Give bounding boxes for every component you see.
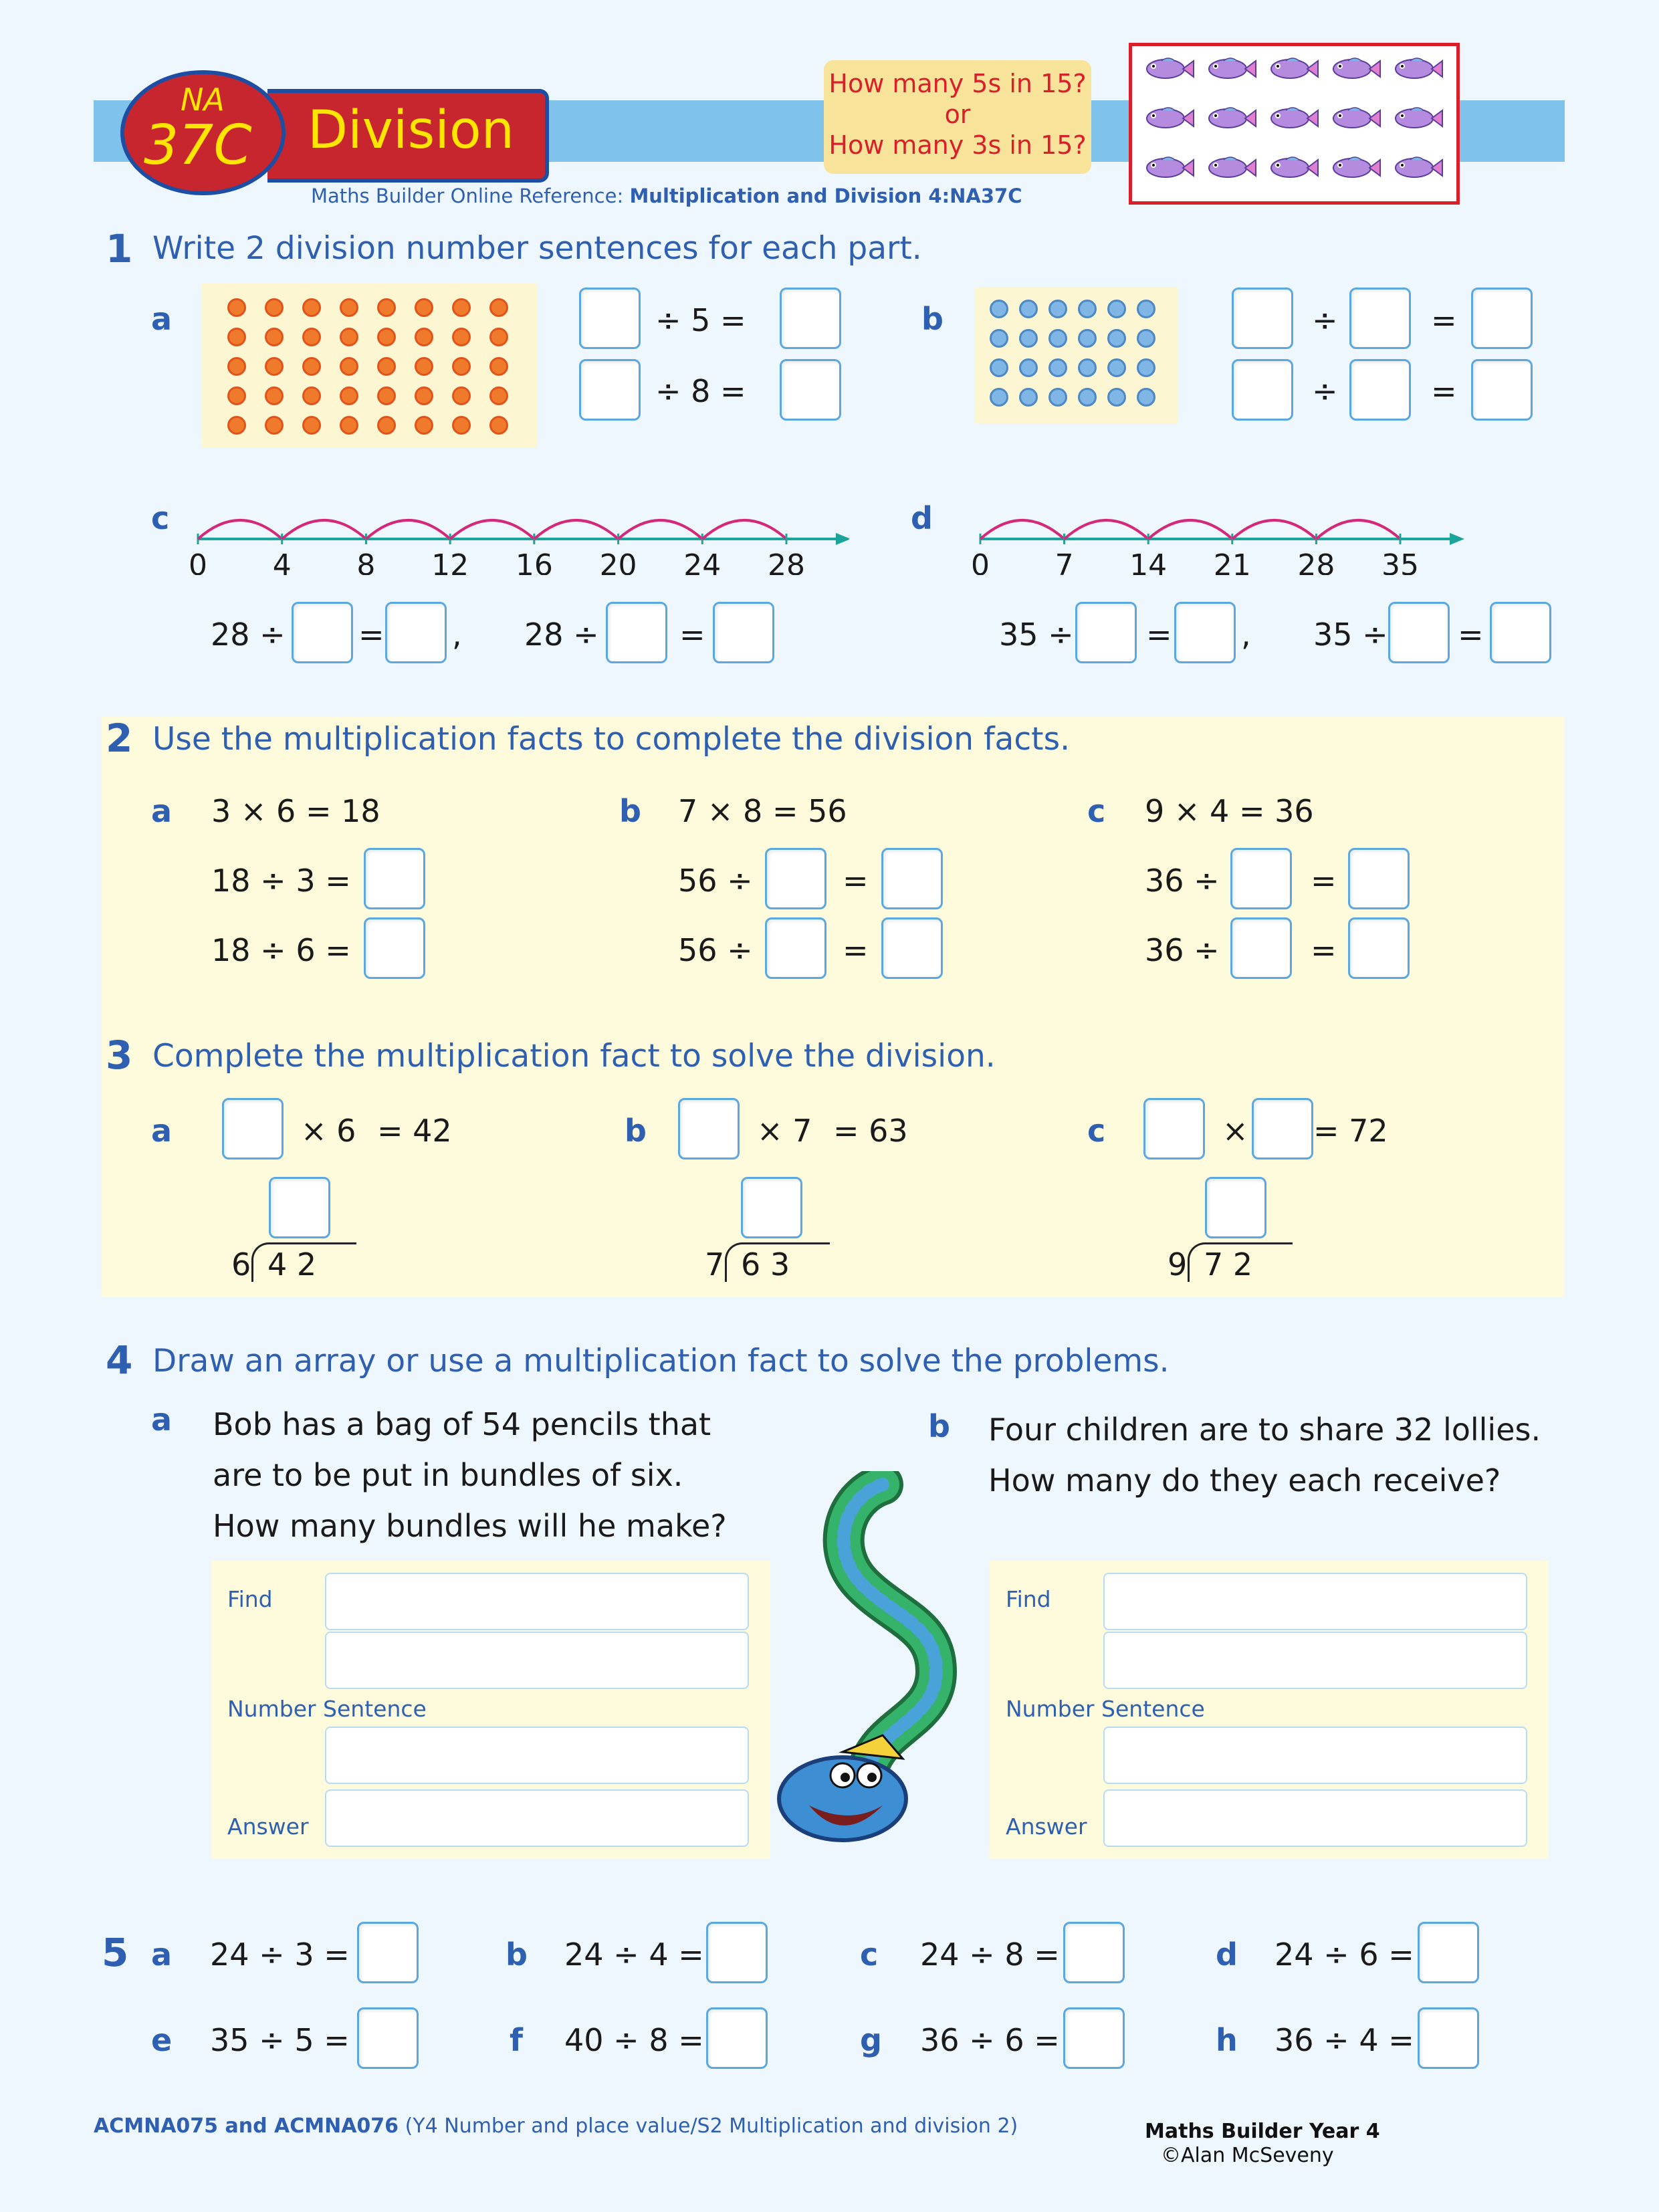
q1-heading: Write 2 division number sentences for each part.: [152, 230, 922, 267]
array-dot: [1137, 300, 1155, 318]
jump-arc: [282, 520, 366, 539]
jump-arc: [1065, 520, 1149, 539]
array-dot: [340, 328, 358, 346]
q1c-box-3[interactable]: [606, 602, 667, 663]
jump-arc: [1148, 520, 1232, 539]
array-dot: [227, 357, 246, 376]
array-dot: [302, 386, 321, 405]
q1d-box-2[interactable]: [1174, 602, 1236, 663]
fish-icon: [1266, 54, 1319, 84]
q3b-divisor: 7: [705, 1246, 725, 1283]
array-dot: [452, 357, 471, 376]
tick-label: 0: [189, 548, 207, 575]
q3b-quotient-box[interactable]: [741, 1177, 802, 1238]
q5c-label: c: [860, 1937, 879, 1973]
array-dot: [1019, 388, 1038, 407]
array-dot: [452, 416, 471, 435]
array-dot: [1048, 300, 1067, 318]
array-dot: [1137, 358, 1155, 377]
tick-label: 20: [599, 548, 637, 575]
q4a-text: [213, 1399, 727, 1551]
array-dot: [265, 328, 284, 346]
array-dot: [1048, 388, 1067, 407]
array-dot: [377, 386, 396, 405]
array-dot: [340, 357, 358, 376]
fish-icon: [1141, 104, 1195, 133]
fish-array: [1129, 43, 1460, 205]
q1d-eq-2: =: [1458, 617, 1484, 653]
array-dot: [1078, 388, 1097, 407]
q5f-expr: 40 ÷ 8 =: [564, 2022, 704, 2058]
q2a-box-1[interactable]: [364, 848, 425, 909]
tick-label: 14: [1129, 548, 1168, 575]
q1a-label: a: [151, 301, 173, 337]
q4b-text: [988, 1404, 1541, 1506]
q1d-eq-1: =: [1146, 617, 1172, 653]
q1b-box-2[interactable]: [1349, 288, 1411, 349]
jump-arc: [1232, 520, 1317, 539]
q5a-label: a: [151, 1937, 173, 1973]
q2c-eq-2: =: [1311, 932, 1337, 968]
array-dot: [227, 386, 246, 405]
fish-icon: [1141, 54, 1195, 84]
q5b-box[interactable]: [706, 1922, 768, 1983]
q4a-sentence-label: Number Sentence: [227, 1696, 427, 1722]
q2b-box-4[interactable]: [881, 917, 943, 979]
q2c-line-1: 36 ÷: [1145, 863, 1220, 899]
q1a-op-1: ÷ 5 =: [655, 302, 746, 338]
question-bubble: [824, 60, 1091, 174]
fish-icon: [1390, 104, 1444, 133]
q1c-eq-2: =: [679, 617, 705, 653]
array-dot: [415, 328, 433, 346]
array-dot: [1107, 329, 1126, 348]
q5h-box[interactable]: [1418, 2007, 1479, 2069]
fish-icon: [1266, 153, 1319, 183]
tick-label: 21: [1213, 548, 1251, 575]
blue-dot-array: [975, 288, 1178, 424]
array-dot: [415, 357, 433, 376]
q1a-box-4[interactable]: [780, 359, 841, 421]
q2a-line-1: 18 ÷ 3 =: [211, 863, 351, 899]
q1c-label: c: [151, 500, 170, 536]
array-dot: [302, 328, 321, 346]
array-dot: [489, 298, 508, 317]
q1c-comma: ,: [452, 617, 462, 653]
q3a-divisor: 6: [231, 1246, 251, 1283]
q5a-expr: 24 ÷ 3 =: [210, 1937, 350, 1973]
number-line-d: [963, 495, 1471, 575]
q3c-dividend: 7 2: [1204, 1246, 1253, 1283]
q4b-find-line-1[interactable]: [1103, 1573, 1527, 1630]
q1b-box-1[interactable]: [1232, 288, 1293, 349]
q4-heading: Draw an array or use a multiplication fact to solve the problems.: [152, 1343, 1170, 1379]
q2-number: 2: [106, 715, 133, 761]
q5c-box[interactable]: [1063, 1922, 1125, 1983]
q3-heading: Complete the multiplication fact to solve the division.: [152, 1038, 996, 1075]
q5b-label: b: [506, 1937, 528, 1973]
q3b-result: = 63: [833, 1113, 908, 1149]
q2a-box-2[interactable]: [364, 917, 425, 979]
array-dot: [1078, 329, 1097, 348]
q3-number: 3: [106, 1032, 133, 1078]
array-dot: [340, 386, 358, 405]
tick-label: 0: [971, 548, 990, 575]
q3b-dividend: 6 3: [741, 1246, 790, 1283]
q1d-box-1[interactable]: [1075, 602, 1137, 663]
q2-heading: Use the multiplication facts to complete the division facts.: [152, 721, 1071, 758]
q5c-expr: 24 ÷ 8 =: [920, 1937, 1060, 1973]
q5e-expr: 35 ÷ 5 =: [210, 2022, 350, 2058]
q2c-label: c: [1087, 793, 1106, 829]
q4a-answer-line[interactable]: [325, 1789, 749, 1847]
q1d-sentence-1-left: 35 ÷: [999, 617, 1074, 653]
q2c-box-1[interactable]: [1230, 848, 1292, 909]
q2b-eq-1: =: [843, 863, 869, 899]
q2b-label: b: [619, 793, 641, 829]
tick-label: 28: [768, 548, 805, 575]
q3c-quotient-box[interactable]: [1205, 1177, 1266, 1238]
array-dot: [452, 386, 471, 405]
q1b-box-6[interactable]: [1471, 359, 1533, 421]
jump-arc: [450, 520, 534, 539]
jump-arc: [534, 520, 619, 539]
tick-label: 35: [1381, 548, 1419, 575]
question-line-3: How many 3s in 15?: [828, 130, 1087, 160]
q3a-op: × 6: [301, 1113, 356, 1149]
q1-number: 1: [106, 226, 133, 271]
arrow-head-icon: [1450, 533, 1464, 545]
q2a-label: a: [151, 793, 173, 829]
array-dot: [265, 357, 284, 376]
q5d-expr: 24 ÷ 6 =: [1275, 1937, 1414, 1973]
jump-arc: [619, 520, 703, 539]
array-dot: [1019, 358, 1038, 377]
q3c-op: ×: [1222, 1113, 1248, 1149]
q2b-box-2[interactable]: [881, 848, 943, 909]
copyright: ©Alan McSeveny: [1161, 2144, 1334, 2167]
q2c-fact: 9 × 4 = 36: [1145, 793, 1314, 829]
array-dot: [489, 416, 508, 435]
fish-icon: [1328, 104, 1381, 133]
array-dot: [1078, 358, 1097, 377]
q5b-expr: 24 ÷ 4 =: [564, 1937, 704, 1973]
q5g-expr: 36 ÷ 6 =: [920, 2022, 1060, 2058]
q4a-line-3: How many bundles will he make?: [213, 1508, 727, 1544]
q2b-eq-2: =: [843, 932, 869, 968]
q1b-div-2: ÷: [1312, 373, 1338, 409]
q1c-box-4[interactable]: [713, 602, 774, 663]
q1b-div-1: ÷: [1312, 302, 1338, 338]
q2c-line-2: 36 ÷: [1145, 932, 1220, 968]
q1c-sentence-1-left: 28 ÷: [211, 617, 286, 653]
fish-icon: [1204, 104, 1257, 133]
q1b-box-4[interactable]: [1232, 359, 1293, 421]
array-dot: [377, 416, 396, 435]
jump-arc: [366, 520, 450, 539]
array-dot: [302, 357, 321, 376]
q2c-box-2[interactable]: [1348, 848, 1410, 909]
jump-arc: [1316, 520, 1400, 539]
array-dot: [340, 298, 358, 317]
q1b-box-5[interactable]: [1349, 359, 1411, 421]
question-line-1: How many 5s in 15?: [828, 69, 1087, 98]
array-dot: [1048, 329, 1067, 348]
tick-label: 12: [431, 548, 469, 575]
q1c-eq-1: =: [358, 617, 384, 653]
q4b-line-1: Four children are to share 32 lollies.: [988, 1412, 1541, 1448]
q1d-box-3[interactable]: [1388, 602, 1450, 663]
book-title: Maths Builder Year 4: [1145, 2120, 1380, 2143]
fish-icon: [1390, 153, 1444, 183]
q4b-find-label: Find: [1006, 1586, 1051, 1612]
snake-mascot-icon: [769, 1471, 983, 1872]
array-dot: [265, 416, 284, 435]
q4b-line-2: How many do they each receive?: [988, 1462, 1501, 1499]
q2c-box-3[interactable]: [1230, 917, 1292, 979]
q1a-box-1[interactable]: [579, 288, 641, 349]
q1d-box-4[interactable]: [1490, 602, 1551, 663]
q3a-dividend: 4 2: [267, 1246, 317, 1283]
q2c-eq-1: =: [1311, 863, 1337, 899]
page-title: Division: [308, 100, 515, 160]
q2a-fact: 3 × 6 = 18: [211, 793, 380, 829]
q2b-box-3[interactable]: [765, 917, 826, 979]
q3a-quotient-box[interactable]: [269, 1177, 330, 1238]
q4a-label: a: [151, 1402, 173, 1438]
tick-label: 16: [515, 548, 553, 575]
tick-label: 4: [272, 548, 292, 575]
q2c-box-4[interactable]: [1348, 917, 1410, 979]
q5a-box[interactable]: [357, 1922, 419, 1983]
q4b-find-line-2[interactable]: [1103, 1632, 1527, 1689]
q3a-result: = 42: [377, 1113, 452, 1149]
q4a-line-2: are to be put in bundles of six.: [213, 1457, 683, 1493]
badge-strand: NA: [181, 82, 225, 118]
array-dot: [1078, 300, 1097, 318]
q1a-box-3[interactable]: [579, 359, 641, 421]
jump-arc: [702, 520, 786, 539]
q2b-line-2: 56 ÷: [678, 932, 753, 968]
q4b-answer-line[interactable]: [1103, 1789, 1527, 1847]
array-dot: [990, 358, 1008, 377]
tick-label: 28: [1297, 548, 1335, 575]
array-dot: [340, 416, 358, 435]
q1d-sentence-2-left: 35 ÷: [1313, 617, 1388, 653]
q4a-line-1: Bob has a bag of 54 pencils that: [213, 1406, 711, 1442]
q1c-box-2[interactable]: [385, 602, 447, 663]
q3c-box-1[interactable]: [1143, 1098, 1205, 1159]
q1a-op-2: ÷ 8 =: [655, 373, 746, 409]
q5f-label: f: [510, 2022, 524, 2058]
jump-arc: [980, 520, 1065, 539]
q1c-box-1[interactable]: [292, 602, 353, 663]
array-dot: [990, 388, 1008, 407]
array-dot: [1019, 300, 1038, 318]
array-dot: [489, 328, 508, 346]
q1d-label: d: [911, 500, 933, 536]
number-line-c: [181, 495, 849, 575]
q4-number: 4: [106, 1337, 133, 1383]
array-dot: [990, 329, 1008, 348]
q5e-label: e: [151, 2022, 173, 2058]
badge-number: 37C: [144, 114, 252, 177]
q5h-expr: 36 ÷ 4 =: [1275, 2022, 1414, 2058]
q3c-divisor: 9: [1168, 1246, 1188, 1283]
array-dot: [990, 300, 1008, 318]
array-dot: [302, 298, 321, 317]
curriculum-codes: ACMNA075 and ACMNA076 (Y4 Number and place value/S2 Multiplication and division 2): [94, 2114, 1018, 2138]
array-dot: [1137, 329, 1155, 348]
q4a-find-label: Find: [227, 1586, 273, 1612]
array-dot: [227, 416, 246, 435]
fish-icon: [1390, 54, 1444, 84]
q3c-box-2[interactable]: [1252, 1098, 1313, 1159]
q4a-answer-label: Answer: [227, 1813, 309, 1840]
jump-arc: [198, 520, 282, 539]
q5d-box[interactable]: [1418, 1922, 1479, 1983]
q1b-eq-1: =: [1431, 302, 1457, 338]
array-dot: [1107, 358, 1126, 377]
q4b-label: b: [928, 1408, 950, 1444]
q2b-box-1[interactable]: [765, 848, 826, 909]
tick-label: 24: [683, 548, 722, 575]
fish-icon: [1204, 54, 1257, 84]
array-dot: [377, 298, 396, 317]
q3a-label: a: [151, 1113, 173, 1149]
array-dot: [1107, 300, 1126, 318]
array-dot: [1019, 329, 1038, 348]
fish-icon: [1328, 54, 1381, 84]
arrow-head-icon: [836, 533, 849, 545]
q2a-line-2: 18 ÷ 6 =: [211, 932, 351, 968]
array-dot: [415, 416, 433, 435]
fish-icon: [1204, 153, 1257, 183]
array-dot: [415, 386, 433, 405]
array-dot: [377, 357, 396, 376]
array-dot: [489, 386, 508, 405]
array-dot: [415, 298, 433, 317]
array-dot: [265, 298, 284, 317]
q3b-box[interactable]: [678, 1098, 740, 1159]
q5g-box[interactable]: [1063, 2007, 1125, 2069]
q3c-label: c: [1087, 1113, 1106, 1149]
q5f-box[interactable]: [706, 2007, 768, 2069]
q4b-sentence-label: Number Sentence: [1006, 1696, 1205, 1722]
q4b-answer-label: Answer: [1006, 1813, 1087, 1840]
q1b-box-3[interactable]: [1471, 288, 1533, 349]
q3b-label: b: [625, 1113, 647, 1149]
q5e-box[interactable]: [357, 2007, 419, 2069]
q1c-sentence-2-left: 28 ÷: [524, 617, 599, 653]
array-dot: [377, 328, 396, 346]
fish-icon: [1266, 104, 1319, 133]
q1b-label: b: [921, 301, 944, 337]
q1a-box-2[interactable]: [780, 288, 841, 349]
tick-label: 7: [1055, 548, 1074, 575]
array-dot: [227, 328, 246, 346]
array-dot: [1107, 388, 1126, 407]
q5-number: 5: [102, 1930, 129, 1975]
q5d-label: d: [1216, 1937, 1238, 1973]
q4a-sentence-line[interactable]: [325, 1727, 749, 1784]
q5h-label: h: [1216, 2022, 1238, 2058]
q4a-find-line-2[interactable]: [325, 1632, 749, 1689]
array-dot: [265, 386, 284, 405]
q2b-fact: 7 × 8 = 56: [678, 793, 847, 829]
q4b-sentence-line[interactable]: [1103, 1727, 1527, 1784]
q1b-eq-2: =: [1431, 373, 1457, 409]
q3a-box[interactable]: [222, 1098, 284, 1159]
array-dot: [302, 416, 321, 435]
array-dot: [1048, 358, 1067, 377]
q1d-comma: ,: [1241, 617, 1251, 653]
fish-icon: [1141, 153, 1195, 183]
fish-icon: [1328, 153, 1381, 183]
array-dot: [489, 357, 508, 376]
q4a-find-line-1[interactable]: [325, 1573, 749, 1630]
array-dot: [452, 328, 471, 346]
orange-dot-array: [202, 284, 538, 448]
question-line-2: or: [944, 100, 971, 129]
array-dot: [1137, 388, 1155, 407]
q2b-line-1: 56 ÷: [678, 863, 753, 899]
online-reference: Maths Builder Online Reference: Multiplication and Division 4:NA37C: [311, 185, 1022, 207]
array-dot: [227, 298, 246, 317]
tick-label: 8: [356, 548, 376, 575]
q3c-result: = 72: [1313, 1113, 1388, 1149]
array-dot: [452, 298, 471, 317]
q5g-label: g: [860, 2022, 882, 2058]
q3b-op: × 7: [757, 1113, 812, 1149]
